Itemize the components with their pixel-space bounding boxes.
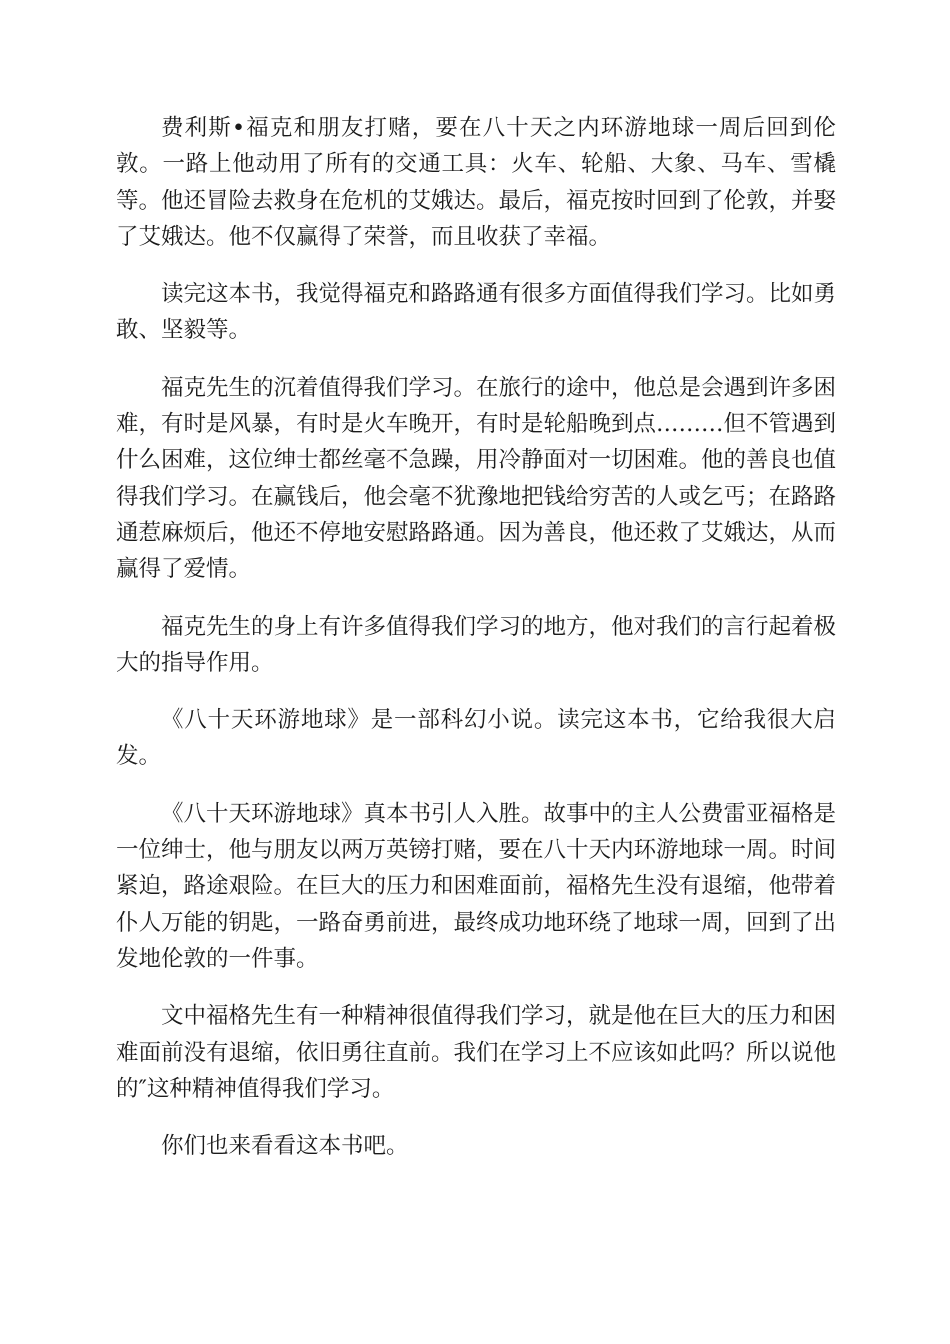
document-body [116,110,836,1185]
paragraph-4: 福克先生的身上有许多值得我们学习的地方，他对我们的言行起着极大的指导作用。 [116,613,837,676]
paragraph-7: 文中福格先生有一种精神很值得我们学习，就是他在巨大的压力和困难面前没有退缩，依旧勇往直前。我们在学习上不应该如此吗？所以说他的″这种精神值得我们学习。 [116,1003,837,1102]
paragraph-8: 你们也来看看这本书吧。 [161,1133,409,1160]
paragraph-3: 福克先生的沉着值得我们学习。在旅行的途中，他总是会遇到许多困难，有时是风暴，有时是火车晚开，有时是轮船晚到点………但不管遇到什么困难，这位绅士都丝毫不急躁，用冷静面对一切困难。他的善良也值得我们学习。在赢钱后，他会毫不犹豫地把钱给穷苦的人或乞丐；在路路通惹麻烦后，他还不停地安慰路路通。因为善良，他还救了艾娥达，从而赢得了爱情。 [116,374,837,583]
paragraph-1: 费利斯•福克和朋友打赌，要在八十天之内环游地球一周后回到伦敦。一路上他动用了所有的交通工具：火车、轮船、大象、马车、雪橇等。他还冒险去救身在危机的艾娥达。最后，福克按时回到了伦敦，并娶了艾娥达。他不仅赢得了荣誉，而且收获了幸福。 [116,115,837,250]
paragraph-6: 《八十天环游地球》真本书引人入胜。故事中的主人公费雷亚福格是一位绅士，他与朋友以两万英镑打赌，要在八十天内环游地球一周。时间紧迫，路途艰险。在巨大的压力和困难面前，福格先生没有退缩，他带着仆人万能的钥匙，一路奋勇前进，最终成功地环绕了地球一周，回到了出发地伦敦的一件事。 [116,800,837,972]
paragraph-5: 《八十天环游地球》是一部科幻小说。读完这本书，它给我很大启发。 [116,707,836,770]
paragraph-2: 读完这本书，我觉得福克和路路通有很多方面值得我们学习。比如勇敢、坚毅等。 [116,281,837,344]
